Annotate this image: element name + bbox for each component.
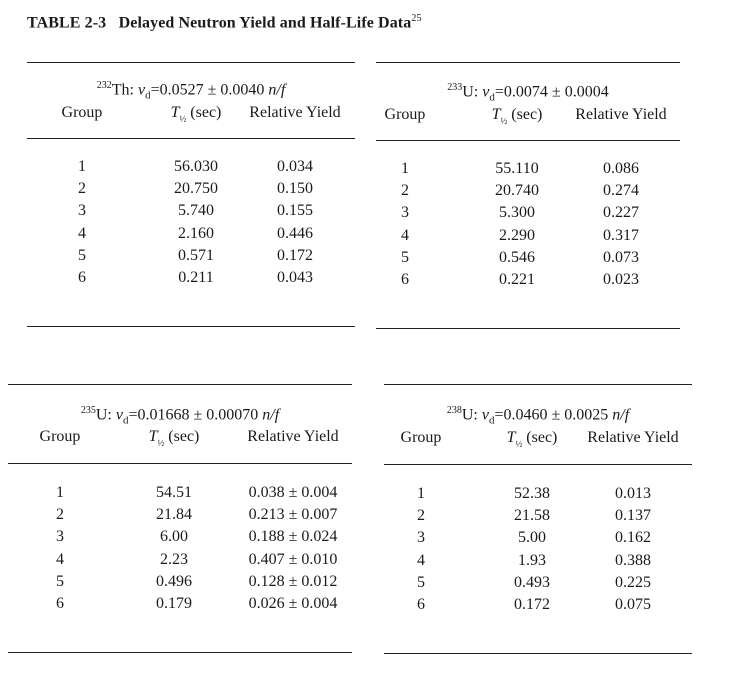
group-cell: 3 xyxy=(401,204,409,222)
col-header-half-life: $T_{\frac{1}{2}}$ (sec) xyxy=(170,104,222,124)
isotope-header: $^{235}$U: $\nu_d=0.01668 \pm 0.00070$ n/f xyxy=(80,405,280,427)
table-caption xyxy=(27,13,422,32)
group-cell: 5 xyxy=(56,572,64,590)
group-cell: 6 xyxy=(401,271,409,288)
isotope-symbol: U xyxy=(462,83,474,101)
relative-yield-cell: 0.086 xyxy=(603,160,639,177)
relative-yield-cell: 0.227 xyxy=(603,204,639,222)
relative-yield-cell: 0.034 xyxy=(277,158,313,175)
group-cell: 2 xyxy=(78,180,86,198)
half-life-cell: 52.38 xyxy=(514,485,550,502)
half-life-cell: 5.00 xyxy=(518,529,546,547)
half-life-cell: 1.93 xyxy=(518,551,546,569)
group-cell: 4 xyxy=(417,551,425,569)
bottom-rule xyxy=(376,328,680,329)
relative-yield-cell: 0.172 xyxy=(277,246,313,264)
top-rule xyxy=(8,384,352,385)
isotope-table xyxy=(384,384,692,655)
relative-yield-cell: 0.317 xyxy=(603,226,639,244)
col-header-group: Group xyxy=(39,428,81,445)
nu-symbol: ν xyxy=(137,81,146,99)
half-life-cell: 0.211 xyxy=(178,269,214,286)
relative-yield-cell: 0.188 ± 0.024 xyxy=(248,528,338,546)
caption-reference: 25 xyxy=(411,13,422,24)
isotope-header: $^{232}$Th: $\nu_d=0.0527 \pm 0.0040$ n/f xyxy=(96,80,286,102)
half-life-cell: 2.290 xyxy=(499,226,535,244)
header-rule xyxy=(384,464,692,465)
half-life-cell: 21.58 xyxy=(514,507,550,525)
nu-symbol: ν xyxy=(115,406,123,424)
group-cell: 2 xyxy=(417,507,425,525)
delayed-neutron-yield: =0.01668 ± 0.00070 xyxy=(128,406,259,424)
relative-yield-cell: 0.128 ± 0.012 xyxy=(248,572,338,590)
isotope-symbol: U xyxy=(461,406,474,424)
group-cell: 1 xyxy=(78,158,86,175)
relative-yield-cell: 0.150 xyxy=(277,180,313,198)
group-cell: 6 xyxy=(417,596,425,613)
group-cell: 3 xyxy=(417,529,425,547)
nu-subscript: d xyxy=(489,91,495,104)
col-header-half-life: $T_{\frac{1}{2}}$ (sec) xyxy=(491,106,543,126)
relative-yield-cell: 0.023 xyxy=(603,271,639,288)
isotope-symbol: Th xyxy=(111,81,130,99)
half-life-cell: 0.496 xyxy=(156,572,192,590)
group-cell: 5 xyxy=(417,573,425,591)
caption-text: Delayed Neutron Yield and Half-Life Data xyxy=(118,14,412,32)
group-cell: 4 xyxy=(56,550,64,568)
col-header-group: Group xyxy=(400,429,442,446)
top-rule xyxy=(376,62,680,63)
col-header-relative-yield: Relative Yield xyxy=(249,104,341,121)
relative-yield-cell: 0.038 ± 0.004 xyxy=(248,484,338,501)
relative-yield-cell: 0.388 xyxy=(615,551,651,569)
group-cell: 4 xyxy=(401,226,409,244)
relative-yield-cell: 0.407 ± 0.010 xyxy=(248,550,338,568)
relative-yield-cell: 0.225 xyxy=(615,573,651,591)
yield-unit: n/f xyxy=(262,406,280,424)
group-cell: 1 xyxy=(417,485,425,502)
yield-unit: n/f xyxy=(268,81,286,99)
nu-subscript: d xyxy=(488,414,495,427)
half-life-cell: 6.00 xyxy=(160,528,188,546)
col-header-half-life: $T_{\frac{1}{2}}$ (sec) xyxy=(148,428,200,448)
bottom-rule xyxy=(27,326,355,327)
relative-yield-cell: 0.162 xyxy=(615,529,651,547)
delayed-neutron-yield: =0.0527 ± 0.0040 xyxy=(150,81,265,99)
half-life-cell: 20.740 xyxy=(495,182,539,200)
col-header-relative-yield: Relative Yield xyxy=(575,106,667,123)
isotope-table xyxy=(8,384,352,654)
col-header-relative-yield: Relative Yield xyxy=(587,429,679,446)
group-cell: 6 xyxy=(78,269,86,286)
isotope-header: $^{238}$U: $\nu_d=0.0460 \pm 0.0025$ n/f xyxy=(446,405,630,427)
yield-unit: n/f xyxy=(612,406,630,424)
nu-subscript: d xyxy=(122,414,129,427)
half-life-cell: 5.300 xyxy=(499,204,535,222)
top-rule xyxy=(384,384,692,385)
isotope-mass: 235 xyxy=(80,405,96,416)
group-cell: 6 xyxy=(56,595,64,612)
isotope-table xyxy=(376,62,680,330)
half-life-cell: 0.571 xyxy=(178,246,214,264)
isotope-mass: 233 xyxy=(447,82,463,93)
nu-subscript: d xyxy=(145,89,151,102)
header-rule xyxy=(376,140,680,141)
group-cell: 3 xyxy=(56,528,64,546)
half-life-cell: 21.84 xyxy=(156,506,192,524)
group-cell: 5 xyxy=(78,246,86,264)
group-cell: 5 xyxy=(401,248,409,266)
bottom-rule xyxy=(384,653,692,654)
relative-yield-cell: 0.075 xyxy=(615,596,651,613)
relative-yield-cell: 0.274 xyxy=(603,182,639,200)
isotope-symbol: U xyxy=(95,406,108,424)
delayed-neutron-yield: =0.0460 ± 0.0025 xyxy=(494,406,609,424)
relative-yield-cell: 0.043 xyxy=(277,269,313,286)
header-rule xyxy=(27,138,355,139)
group-cell: 4 xyxy=(78,224,86,242)
group-cell: 2 xyxy=(401,182,409,200)
half-life-cell: 0.172 xyxy=(514,596,550,613)
half-life-cell: 56.030 xyxy=(174,158,218,175)
isotope-table xyxy=(27,62,355,328)
relative-yield-cell: 0.073 xyxy=(603,248,639,266)
header-rule xyxy=(8,463,352,464)
relative-yield-cell: 0.213 ± 0.007 xyxy=(248,506,338,524)
delayed-neutron-yield: =0.0074 ± 0.0004 xyxy=(494,83,609,101)
half-life-cell: 0.493 xyxy=(514,573,550,591)
half-life-cell: 54.51 xyxy=(156,484,192,501)
relative-yield-cell: 0.013 xyxy=(615,485,651,502)
col-header-relative-yield: Relative Yield xyxy=(247,428,339,445)
caption-prefix: TABLE 2-3 xyxy=(27,14,107,32)
relative-yield-cell: 0.155 xyxy=(277,202,313,220)
group-cell: 3 xyxy=(78,202,86,220)
top-rule xyxy=(27,62,355,63)
half-life-cell: 2.23 xyxy=(160,550,188,568)
half-life-cell: 55.110 xyxy=(495,160,539,177)
half-life-cell: 0.179 xyxy=(156,595,192,612)
group-cell: 1 xyxy=(401,160,409,177)
col-header-half-life: $T_{\frac{1}{2}}$ (sec) xyxy=(506,429,558,449)
col-header-group: Group xyxy=(61,104,103,121)
half-life-cell: 2.160 xyxy=(178,224,214,242)
col-header-group: Group xyxy=(384,106,426,123)
isotope-mass: 232 xyxy=(96,80,112,91)
group-cell: 1 xyxy=(56,484,64,501)
isotope-mass: 238 xyxy=(446,405,462,416)
half-life-cell: 20.750 xyxy=(174,180,218,198)
relative-yield-cell: 0.137 xyxy=(615,507,651,525)
nu-symbol: ν xyxy=(482,83,490,101)
half-life-cell: 0.221 xyxy=(499,271,535,288)
half-life-cell: 5.740 xyxy=(178,202,214,220)
nu-symbol: ν xyxy=(481,406,489,424)
group-cell: 2 xyxy=(56,506,64,524)
relative-yield-cell: 0.446 xyxy=(277,224,313,242)
half-life-cell: 0.546 xyxy=(499,248,535,266)
bottom-rule xyxy=(8,652,352,653)
isotope-header: $^{233}$U: $\nu_d=0.0074 \pm 0.0004$ xyxy=(447,82,609,104)
relative-yield-cell: 0.026 ± 0.004 xyxy=(248,595,338,612)
